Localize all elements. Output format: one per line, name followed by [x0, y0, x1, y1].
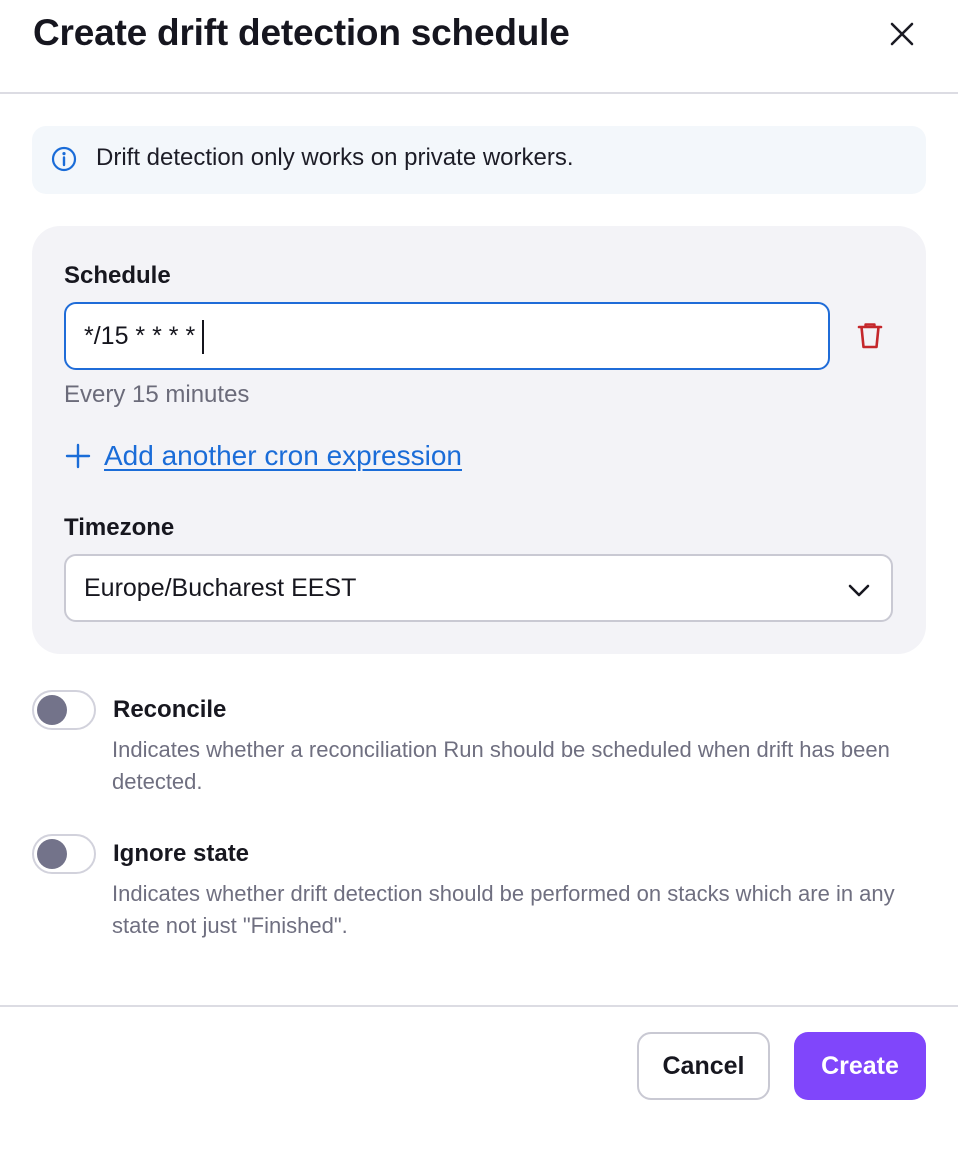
create-button[interactable]: Create: [794, 1032, 926, 1100]
info-icon: [51, 146, 77, 172]
plus-icon: [64, 442, 92, 470]
chevron-down-icon: [845, 576, 873, 604]
cron-description: Every 15 minutes: [64, 381, 250, 408]
schedule-label: Schedule: [64, 262, 171, 289]
footer-divider: [0, 1005, 958, 1007]
delete-cron-button[interactable]: [852, 318, 888, 354]
close-button[interactable]: [880, 12, 924, 56]
trash-icon: [852, 318, 888, 354]
ignore-state-title: Ignore state: [113, 840, 250, 867]
reconcile-toggle[interactable]: [32, 690, 96, 730]
close-icon: [889, 21, 915, 47]
info-text: Drift detection only works on private workers.: [96, 144, 574, 171]
toggle-knob: [37, 839, 67, 869]
cancel-button[interactable]: Cancel: [637, 1032, 770, 1100]
reconcile-description: Indicates whether a reconciliation Run should be scheduled when drift has been detected.: [112, 737, 890, 794]
dialog-title: Create drift detection schedule: [33, 12, 570, 53]
toggle-knob: [37, 695, 67, 725]
reconcile-title: Reconcile: [113, 696, 227, 723]
ignore-state-toggle[interactable]: [32, 834, 96, 874]
timezone-select[interactable]: [64, 554, 893, 622]
timezone-label: Timezone: [64, 514, 175, 541]
text-caret: [202, 320, 204, 354]
ignore-state-description: Indicates whether drift detection should be performed on stacks which are in any state not just "Finished".: [112, 881, 895, 938]
add-cron-expression-link[interactable]: [64, 440, 462, 472]
cron-expression-input[interactable]: [64, 302, 830, 370]
dialog-header: [0, 0, 958, 94]
add-cron-expression-label[interactable]: Add another cron expression: [104, 440, 462, 471]
timezone-value: Europe/Bucharest EEST: [84, 574, 357, 602]
